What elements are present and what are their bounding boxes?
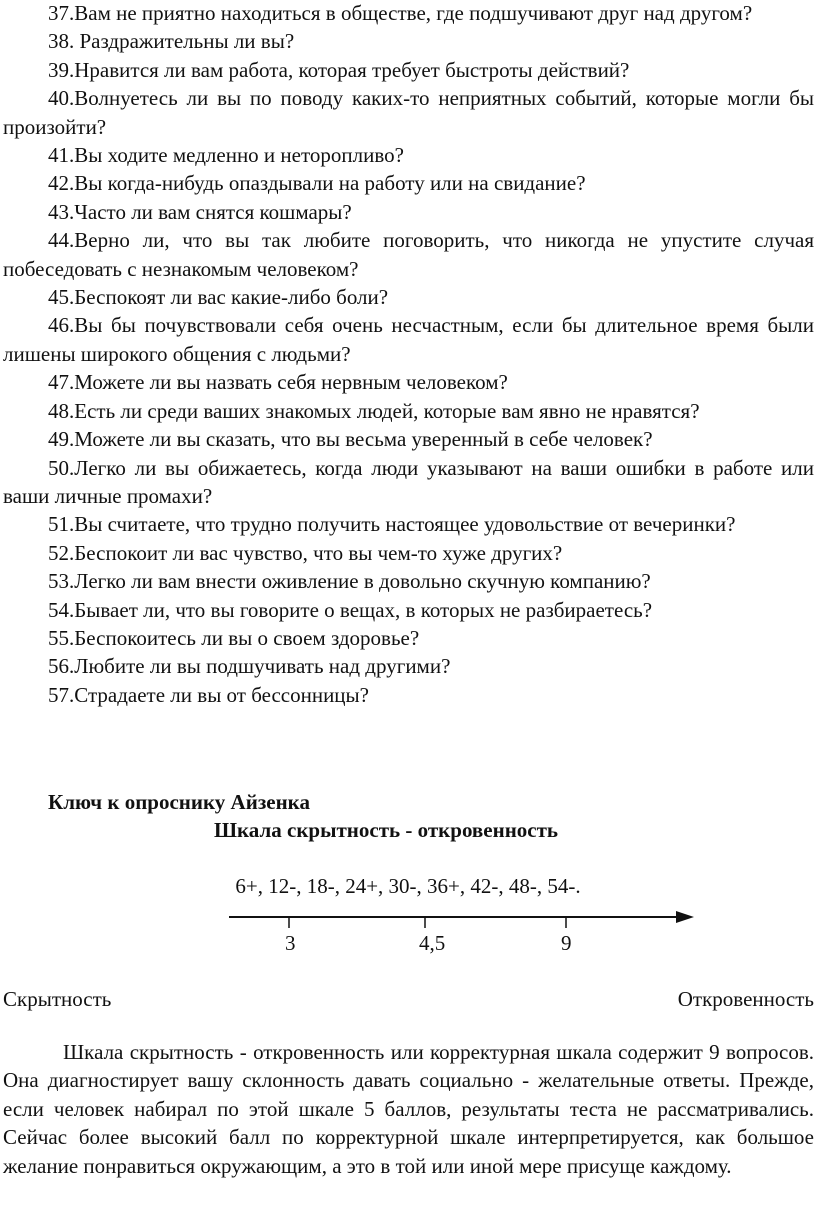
question-item: 52.Беспокоит ли вас чувство, что вы чем-то хуже других? [48,540,563,565]
question-item: 37.Вам не приятно находиться в обществе, где подшучивают друг над другом? [48,1,753,25]
scale-question-numbers: 6+, 12-, 18-, 24+, 30-, 36+, 42-, 48-, 54-. [235,874,581,898]
key-heading-block [0,788,816,816]
scale-right-label: Откровенность [677,987,814,1011]
question-item: 56.Любите ли вы подшучивать над другими? [48,654,451,679]
question-item: 48.Есть ли среди ваших знакомых людей, которые вам явно не нравятся? [48,398,700,423]
question-item: 53.Легко ли вам внести оживление в довольно скучную компанию? [48,569,651,594]
question-item: 38. Раздражительны ли вы? [48,29,295,54]
question-item: 46.Вы бы почувствовали себя очень несчастным, если бы длительное время были лишены широкого общения с людьми? [3,313,814,366]
question-item: 45.Беспокоят ли вас какие-либо боли? [48,285,389,310]
scale-tick-label: 4,5 [419,931,446,955]
scale-axis [0,900,816,940]
scale-heading-block [0,816,816,844]
question-item: 55.Беспокоитесь ли вы о своем здоровье? [48,625,420,650]
scale-explanation: Шкала скрытность - откровенность или корректурная шкала содержит 9 вопросов. Она диагностирует вашу склонность давать социально - желательные ответы. Прежде, если человек набирал по этой шкале 5 баллов, результаты теста не рассматривались. Сейчас более высокий балл по корректурной шкале интерпретируется, как большое желание понравиться окружающим, а это в той или иной мере присуще каждому. [3,1040,814,1178]
scale-left-label: Скрытность [3,987,112,1011]
question-item: 57.Страдаете ли вы от бессонницы? [48,682,369,707]
question-item: 42.Вы когда-нибудь опаздывали на работу или на свидание? [48,171,586,196]
scale-heading: Шкала скрытность - откровенность [213,818,559,842]
question-item: 41.Вы ходите медленно и неторопливо? [48,143,404,168]
scale-tick-label: 3 [285,931,296,955]
question-item: 50.Легко ли вы обижаетесь, когда люди указывают на ваши ошибки в работе или ваши личные промахи? [3,455,814,508]
question-item: 54.Бывает ли, что вы говорите о вещах, в которых не разбираетесь? [48,597,653,622]
question-item: 39.Нравится ли вам работа, которая требует быстроты действий? [48,57,630,82]
question-item: 44.Верно ли, что вы так любите поговорить, что никогда не упустите случая побеседовать с незнакомым человеком? [3,228,814,281]
scale-tick-label: 9 [561,931,572,955]
question-item: 40.Волнуетесь ли вы по поводу каких-то неприятных событий, которые могли бы произойти? [3,86,814,139]
question-item: 47.Можете ли вы назвать себя нервным человеком? [48,370,508,395]
key-heading: Ключ к опроснику Айзенка [48,790,310,814]
question-item: 43.Часто ли вам снятся кошмары? [48,199,352,224]
question-item: 51.Вы считаете, что трудно получить настоящее удовольствие от вечеринки? [48,512,736,537]
scale-arrow-icon [676,911,694,923]
question-item: 49.Можете ли вы сказать, что вы весьма уверенный в себе человек? [48,427,653,452]
